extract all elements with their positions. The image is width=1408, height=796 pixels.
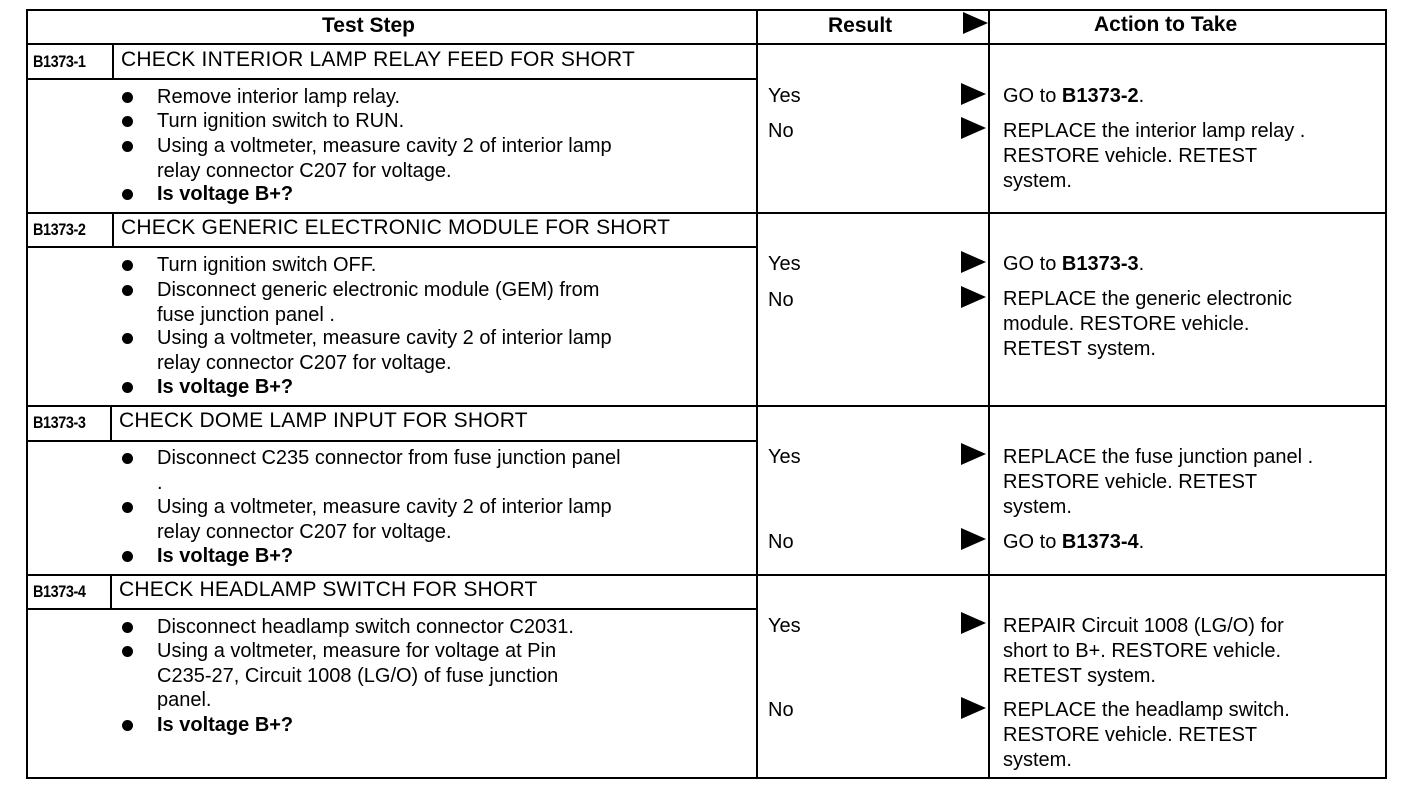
result-label: Yes [768, 615, 801, 637]
bullet-icon [122, 260, 133, 271]
bullet-text: Remove interior lamp relay. [157, 86, 401, 108]
step-title: CHECK INTERIOR LAMP RELAY FEED FOR SHORT [121, 48, 636, 71]
bullet-icon [122, 92, 133, 103]
arrow-right-icon [961, 286, 986, 308]
arrow-right-icon [961, 443, 986, 465]
action-text: short to B+. RESTORE vehicle. [1003, 639, 1282, 662]
bullet-text: Is voltage B+? [157, 545, 294, 567]
bullet-text: Disconnect C235 connector from fuse junction panel [157, 447, 621, 469]
bullet-text: Is voltage B+? [157, 714, 294, 736]
title-underline [26, 246, 756, 248]
arrow-right-icon [963, 12, 988, 34]
bullet-text: relay connector C207 for voltage. [157, 159, 452, 182]
bullet-icon [122, 622, 133, 633]
arrow-right-icon [961, 251, 986, 273]
result-column-divider [756, 9, 758, 779]
action-text: REPAIR Circuit 1008 (LG/O) for [1003, 615, 1284, 637]
header-action: Action to Take [1094, 13, 1238, 36]
bullet-icon [122, 333, 133, 344]
bullet-text: Is voltage B+? [157, 183, 294, 205]
bullet-text: Is voltage B+? [157, 376, 294, 398]
bullet-icon [122, 189, 133, 200]
header-divider [26, 43, 1387, 45]
bullet-text: Turn ignition switch OFF. [157, 254, 377, 276]
step-reference: B1373-2 [1061, 85, 1139, 107]
step-title: CHECK DOME LAMP INPUT FOR SHORT [119, 409, 528, 432]
bullet-text: Using a voltmeter, measure cavity 2 of interior lamp [157, 135, 612, 157]
step-title: CHECK HEADLAMP SWITCH FOR SHORT [119, 578, 538, 601]
step-code: B1373-4 [33, 582, 86, 601]
action-text: RESTORE vehicle. RETEST [1003, 470, 1258, 493]
bullet-text: Using a voltmeter, measure cavity 2 of interior lamp [157, 327, 612, 349]
action-text: RESTORE vehicle. RETEST [1003, 144, 1258, 167]
result-label: No [768, 289, 794, 311]
bullet-text: relay connector C207 for voltage. [157, 351, 452, 374]
arrow-right-icon [961, 612, 986, 634]
bullet-icon [122, 141, 133, 152]
bullet-text: Turn ignition switch to RUN. [157, 110, 405, 132]
bullet-icon [122, 720, 133, 731]
action-text: module. RESTORE vehicle. [1003, 312, 1250, 335]
code-cell-divider [112, 212, 114, 248]
arrow-right-icon [961, 697, 986, 719]
code-cell-divider [110, 574, 112, 610]
action-text: GO to B1373-2. [1003, 85, 1145, 107]
bullet-text: relay connector C207 for voltage. [157, 520, 452, 543]
row-divider [26, 405, 1387, 407]
result-label: No [768, 120, 794, 142]
action-text: REPLACE the headlamp switch. [1003, 699, 1290, 721]
action-text: RESTORE vehicle. RETEST [1003, 723, 1258, 746]
code-cell-divider [110, 405, 112, 442]
bullet-icon [122, 285, 133, 296]
action-text: system. [1003, 748, 1072, 771]
action-text: REPLACE the generic electronic [1003, 288, 1293, 310]
bullet-icon [122, 116, 133, 127]
result-label: No [768, 531, 794, 553]
action-text: GO to B1373-3. [1003, 253, 1145, 275]
action-text: REPLACE the fuse junction panel . [1003, 446, 1314, 468]
row-divider [26, 574, 1387, 576]
table-left-border [26, 9, 28, 779]
bullet-icon [122, 551, 133, 562]
step-code: B1373-3 [33, 413, 86, 432]
bullet-text: Using a voltmeter, measure for voltage at Pin [157, 640, 557, 662]
table-top-border [26, 9, 1387, 11]
result-label: Yes [768, 85, 801, 107]
title-underline [26, 440, 756, 442]
step-title: CHECK GENERIC ELECTRONIC MODULE FOR SHORT [121, 216, 671, 239]
bullet-icon [122, 382, 133, 393]
bullet-text: C235-27, Circuit 1008 (LG/O) of fuse junction [157, 664, 559, 687]
result-label: Yes [768, 253, 801, 275]
table-right-border [1385, 9, 1387, 779]
bullet-icon [122, 502, 133, 513]
step-reference: B1373-3 [1061, 253, 1139, 275]
table-bottom-border [26, 777, 1387, 779]
arrow-right-icon [961, 117, 986, 139]
bullet-text: Using a voltmeter, measure cavity 2 of interior lamp [157, 496, 612, 518]
header-test-step: Test Step [322, 14, 415, 37]
arrow-right-icon [961, 528, 986, 550]
code-cell-divider [112, 44, 114, 80]
result-label: No [768, 699, 794, 721]
action-text: REPLACE the interior lamp relay . [1003, 120, 1306, 142]
action-text: system. [1003, 495, 1072, 518]
bullet-text: . [157, 471, 163, 494]
result-label: Yes [768, 446, 801, 468]
action-text: RETEST system. [1003, 664, 1156, 687]
bullet-icon [122, 646, 133, 657]
bullet-text: Disconnect generic electronic module (GEM) from [157, 279, 600, 301]
header-result: Result [828, 14, 893, 37]
row-divider [26, 212, 1387, 214]
action-text: system. [1003, 169, 1072, 192]
step-code: B1373-2 [33, 220, 86, 239]
arrow-right-icon [961, 83, 986, 105]
bullet-icon [122, 453, 133, 464]
step-code: B1373-1 [33, 52, 86, 71]
title-underline [26, 78, 756, 80]
bullet-text: fuse junction panel . [157, 303, 335, 326]
action-text: RETEST system. [1003, 337, 1156, 360]
action-column-divider [988, 9, 990, 779]
title-underline [26, 608, 756, 610]
bullet-text: Disconnect headlamp switch connector C2031. [157, 616, 574, 638]
action-text: GO to B1373-4. [1003, 531, 1145, 553]
step-reference: B1373-4 [1061, 531, 1139, 553]
bullet-text: panel. [157, 689, 212, 711]
